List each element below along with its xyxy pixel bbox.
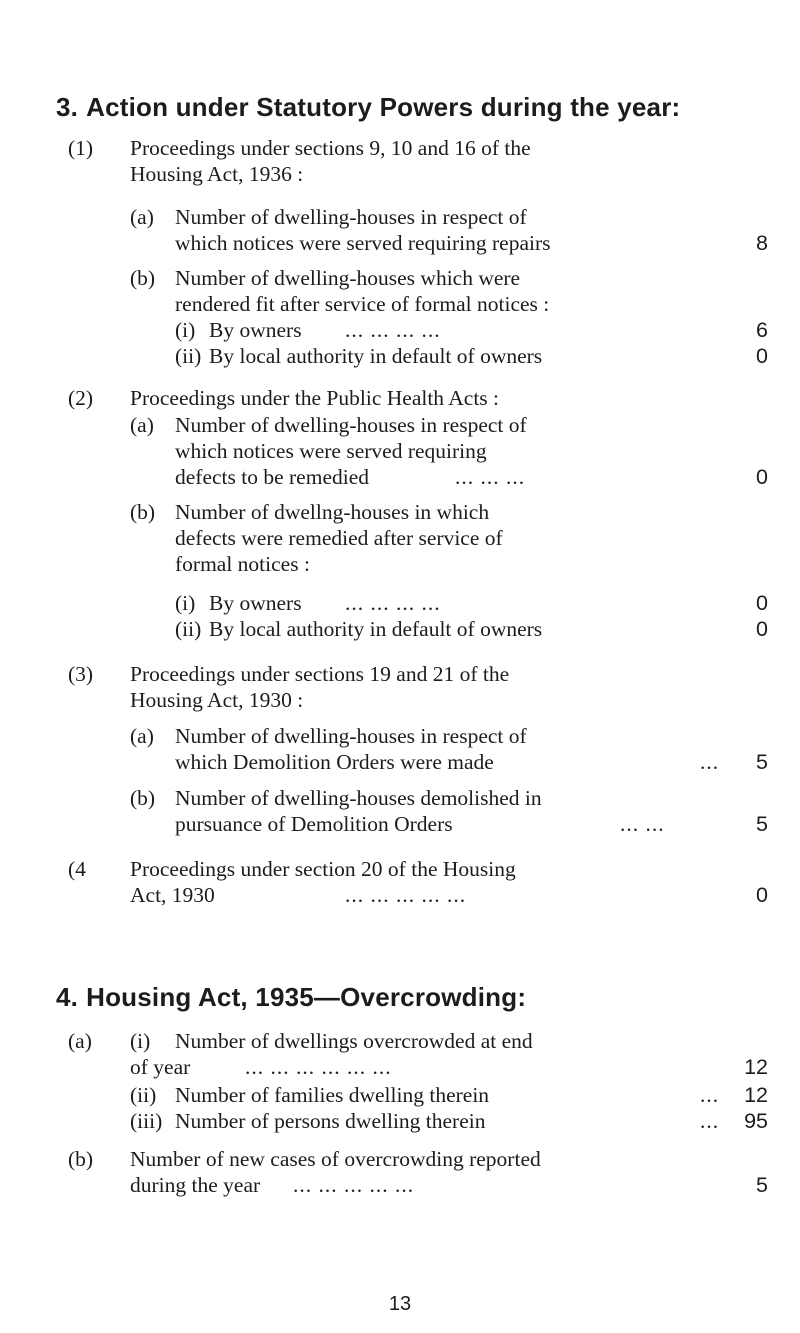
subitem-label: (a) <box>130 413 154 437</box>
dot-leader: ... <box>700 1083 720 1107</box>
entry-label: (ii) <box>175 617 202 641</box>
dot-leader: ... ... ... ... ... <box>345 883 467 907</box>
subitem-label: (a) <box>130 724 154 748</box>
entry-text: By owners <box>209 318 302 342</box>
value: 5 <box>756 812 768 836</box>
entry-label: (ii) <box>175 344 202 368</box>
item-text: Proceedings under the Public Health Acts : <box>130 386 500 410</box>
item-label: (a) <box>68 1029 92 1053</box>
value: 6 <box>756 318 768 342</box>
subitem-text: Number of dwelling-houses in respect of <box>175 413 527 437</box>
value: 12 <box>744 1055 768 1079</box>
item-text: Act, 1930 <box>130 883 215 907</box>
value: 5 <box>756 1173 768 1197</box>
subitem-text: defects to be remedied <box>175 465 370 489</box>
entry-label: (iii) <box>130 1109 163 1133</box>
item-text: Proceedings under sections 9, 10 and 16 of the <box>130 136 531 160</box>
entry-label: (ii) <box>130 1083 157 1107</box>
entry-text: By local authority in default of owners <box>209 344 543 368</box>
dot-leader: ... <box>700 750 720 774</box>
subitem-label: (b) <box>130 786 156 810</box>
subitem-label: (a) <box>130 205 154 229</box>
value: 12 <box>744 1083 768 1107</box>
section-4-heading <box>56 982 526 1013</box>
dot-leader: ... ... <box>620 812 665 836</box>
item-label: (1) <box>68 136 94 160</box>
subitem-text: formal notices : <box>175 552 310 576</box>
entry-label: (i) <box>130 1029 151 1053</box>
item-label: (4 <box>68 857 86 881</box>
entry-label: (i) <box>175 318 196 342</box>
item-text: Housing Act, 1936 : <box>130 162 304 186</box>
subitem-label: (b) <box>130 500 156 524</box>
item-label: (3) <box>68 662 94 686</box>
entry-text: Number of dwellings overcrowded at end <box>175 1029 533 1053</box>
value: 5 <box>756 750 768 774</box>
value: 0 <box>756 465 768 489</box>
subitem-text: which notices were served requiring <box>175 439 487 463</box>
value: 95 <box>744 1109 768 1133</box>
item-label: (2) <box>68 386 94 410</box>
section-title: Housing Act, 1935—Overcrowding: <box>86 982 527 1012</box>
subitem-label: (b) <box>130 266 156 290</box>
value: 0 <box>756 591 768 615</box>
dot-leader: ... ... ... <box>455 465 526 489</box>
page-number: 13 <box>388 1293 412 1315</box>
entry-text: of year <box>130 1055 191 1079</box>
item-text: Housing Act, 1930 : <box>130 688 304 712</box>
entry-text: By owners <box>209 591 302 615</box>
entry-text: Number of persons dwelling therein <box>175 1109 486 1133</box>
entry-text: Number of families dwelling therein <box>175 1083 490 1107</box>
subitem-text: Number of dwellng-houses in which <box>175 500 490 524</box>
dot-leader: ... ... ... ... <box>345 591 441 615</box>
subitem-text: defects were remedied after service of <box>175 526 503 550</box>
subitem-text: pursuance of Demolition Orders <box>175 812 453 836</box>
dot-leader: ... <box>700 1109 720 1133</box>
subitem-text: which notices were served requiring repairs <box>175 231 551 255</box>
subitem-text: Number of dwelling-houses which were <box>175 266 521 290</box>
dot-leader: ... ... ... ... ... <box>293 1173 415 1197</box>
section-number: 4. <box>56 982 79 1012</box>
subitem-text: Number of dwelling-houses in respect of <box>175 724 527 748</box>
entry-label: (i) <box>175 591 196 615</box>
item-label: (b) <box>68 1147 94 1171</box>
section-title: Action under Statutory Powers during the year: <box>86 92 681 122</box>
subitem-text: Number of dwelling-houses demolished in <box>175 786 542 810</box>
item-text: Proceedings under section 20 of the Housing <box>130 857 516 881</box>
value: 0 <box>756 344 768 368</box>
subitem-text: Number of dwelling-houses in respect of <box>175 205 527 229</box>
subitem-text: which Demolition Orders were made <box>175 750 494 774</box>
value: 8 <box>756 231 768 255</box>
entry-text: By local authority in default of owners <box>209 617 543 641</box>
item-text: Number of new cases of overcrowding reported <box>130 1147 541 1171</box>
dot-leader: ... ... ... ... ... ... <box>245 1055 392 1079</box>
subitem-text: rendered fit after service of formal notices : <box>175 292 550 316</box>
dot-leader: ... ... ... ... <box>345 318 441 342</box>
section-3-heading <box>56 92 680 123</box>
item-text: during the year <box>130 1173 261 1197</box>
value: 0 <box>756 883 768 907</box>
section-number: 3. <box>56 92 79 122</box>
value: 0 <box>756 617 768 641</box>
item-text: Proceedings under sections 19 and 21 of the <box>130 662 510 686</box>
